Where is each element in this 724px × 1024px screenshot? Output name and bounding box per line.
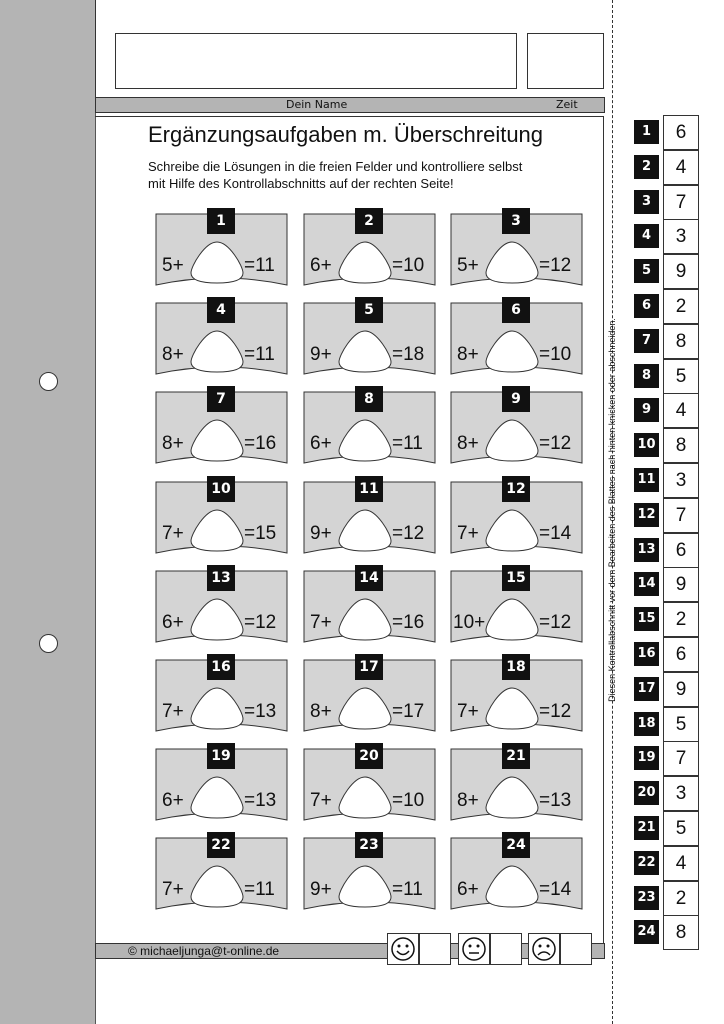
task-number: 9 [502, 386, 530, 412]
answer-value: 8 [663, 915, 699, 950]
answer-value: 5 [663, 707, 699, 742]
punch-hole [39, 372, 58, 391]
task-number: 23 [355, 832, 383, 858]
answer-blank[interactable] [484, 686, 540, 730]
answer-number: 21 [634, 816, 659, 840]
answer-blank[interactable] [337, 686, 393, 730]
answer-number: 5 [634, 259, 659, 283]
answer-number: 20 [634, 781, 659, 805]
task-result: =14 [539, 523, 572, 544]
task-result: =15 [244, 523, 277, 544]
task-card [450, 302, 583, 375]
task-number: 8 [355, 386, 383, 412]
task-addend: 8+ [457, 344, 479, 365]
task-addend: 7+ [310, 790, 332, 811]
instructions [148, 158, 598, 192]
task-card [303, 302, 436, 375]
task-result: =12 [392, 523, 425, 544]
task-result: =12 [539, 433, 572, 454]
answer-blank[interactable] [337, 329, 393, 373]
answer-value: 3 [663, 463, 699, 498]
page-title: Ergänzungsaufgaben m. Überschreitung [148, 122, 544, 147]
task-number: 14 [355, 565, 383, 591]
rating-box-happy[interactable] [419, 933, 451, 965]
answer-number: 22 [634, 851, 659, 875]
task-card [303, 213, 436, 286]
task-result: =11 [244, 344, 275, 365]
name-input[interactable] [115, 33, 517, 89]
answer-number: 14 [634, 572, 659, 596]
rating-box-neutral[interactable] [490, 933, 522, 965]
task-card [303, 748, 436, 821]
task-number: 1 [207, 208, 235, 234]
answer-number: 15 [634, 607, 659, 631]
answer-value: 5 [663, 359, 699, 394]
answer-number: 17 [634, 677, 659, 701]
binder-strip [0, 0, 96, 1024]
task-number: 24 [502, 832, 530, 858]
answer-number: 16 [634, 642, 659, 666]
task-number: 5 [355, 297, 383, 323]
task-card [155, 391, 288, 464]
task-addend: 8+ [162, 344, 184, 365]
task-addend: 6+ [457, 879, 479, 900]
answer-blank[interactable] [484, 864, 540, 908]
task-number: 3 [502, 208, 530, 234]
answer-value: 8 [663, 324, 699, 359]
task-card [155, 570, 288, 643]
answer-blank[interactable] [337, 240, 393, 284]
rating-box-sad[interactable] [560, 933, 592, 965]
answer-blank[interactable] [189, 508, 245, 552]
task-result: =13 [244, 790, 277, 811]
task-number: 17 [355, 654, 383, 680]
answer-blank[interactable] [337, 775, 393, 819]
task-addend: 7+ [457, 523, 479, 544]
answer-number: 4 [634, 224, 659, 248]
task-addend: 5+ [457, 255, 479, 276]
answer-value: 4 [663, 393, 699, 428]
task-result: =12 [244, 612, 277, 633]
answer-blank[interactable] [484, 329, 540, 373]
answer-value: 3 [663, 776, 699, 811]
answer-value: 4 [663, 846, 699, 881]
task-number: 4 [207, 297, 235, 323]
happy-face-icon [387, 933, 419, 965]
task-number: 11 [355, 476, 383, 502]
task-addend: 8+ [310, 701, 332, 722]
task-card [303, 659, 436, 732]
task-addend: 8+ [457, 790, 479, 811]
task-number: 13 [207, 565, 235, 591]
name-label: Dein Name [286, 98, 348, 111]
task-result: =11 [244, 255, 275, 276]
answer-blank[interactable] [484, 775, 540, 819]
task-addend: 6+ [310, 255, 332, 276]
answer-value: 2 [663, 289, 699, 324]
task-card [155, 302, 288, 375]
task-card [303, 391, 436, 464]
task-result: =12 [539, 612, 572, 633]
answer-number: 1 [634, 120, 659, 144]
answer-number: 10 [634, 433, 659, 457]
neutral-face-icon [458, 933, 490, 965]
answer-value: 9 [663, 567, 699, 602]
answer-value: 6 [663, 115, 699, 150]
answer-value: 2 [663, 881, 699, 916]
sad-face-icon [528, 933, 560, 965]
task-card [155, 748, 288, 821]
task-number: 12 [502, 476, 530, 502]
task-result: =10 [392, 255, 425, 276]
answer-number: 7 [634, 329, 659, 353]
task-number: 19 [207, 743, 235, 769]
time-input[interactable] [527, 33, 604, 89]
instruction-line: mit Hilfe des Kontrollabschnitts auf der rechten Seite! [148, 176, 454, 191]
task-number: 6 [502, 297, 530, 323]
task-card [450, 213, 583, 286]
task-number: 16 [207, 654, 235, 680]
answer-value: 8 [663, 428, 699, 463]
answer-number: 23 [634, 886, 659, 910]
task-result: =13 [539, 790, 572, 811]
answer-blank[interactable] [189, 864, 245, 908]
task-result: =12 [539, 701, 572, 722]
task-card [155, 213, 288, 286]
answer-number: 8 [634, 364, 659, 388]
answer-blank[interactable] [189, 240, 245, 284]
task-result: =13 [244, 701, 277, 722]
task-addend: 5+ [162, 255, 184, 276]
answer-blank[interactable] [189, 775, 245, 819]
answer-blank[interactable] [484, 597, 540, 641]
answer-value: 9 [663, 672, 699, 707]
answer-number: 3 [634, 190, 659, 214]
answer-number: 19 [634, 746, 659, 770]
answer-blank[interactable] [189, 329, 245, 373]
task-addend: 9+ [310, 344, 332, 365]
task-card [450, 570, 583, 643]
answer-value: 6 [663, 533, 699, 568]
answer-number: 6 [634, 294, 659, 318]
answer-value: 7 [663, 741, 699, 776]
answer-blank[interactable] [337, 508, 393, 552]
task-addend: 6+ [162, 612, 184, 633]
answer-blank[interactable] [189, 686, 245, 730]
answer-blank[interactable] [189, 418, 245, 462]
answer-number: 11 [634, 468, 659, 492]
task-card [155, 481, 288, 554]
task-result: =16 [244, 433, 277, 454]
answer-blank[interactable] [337, 864, 393, 908]
task-card [155, 659, 288, 732]
answer-value: 7 [663, 185, 699, 220]
task-addend: 10+ [453, 612, 486, 633]
task-number: 18 [502, 654, 530, 680]
task-result: =10 [392, 790, 425, 811]
answer-value: 5 [663, 811, 699, 846]
header-divider [95, 0, 96, 100]
task-number: 10 [207, 476, 235, 502]
task-result: =16 [392, 612, 425, 633]
task-card [303, 481, 436, 554]
task-card [303, 570, 436, 643]
task-card [450, 659, 583, 732]
task-addend: 9+ [310, 879, 332, 900]
task-addend: 7+ [162, 879, 184, 900]
task-card [450, 391, 583, 464]
answer-value: 7 [663, 498, 699, 533]
time-label: Zeit [556, 98, 578, 111]
answer-blank[interactable] [337, 418, 393, 462]
answer-value: 6 [663, 637, 699, 672]
task-addend: 8+ [457, 433, 479, 454]
task-addend: 7+ [310, 612, 332, 633]
task-result: =18 [392, 344, 425, 365]
task-addend: 7+ [457, 701, 479, 722]
task-number: 21 [502, 743, 530, 769]
task-addend: 6+ [162, 790, 184, 811]
task-number: 22 [207, 832, 235, 858]
answer-value: 2 [663, 602, 699, 637]
answer-blank[interactable] [484, 508, 540, 552]
answer-number: 9 [634, 398, 659, 422]
instruction-line: Schreibe die Lösungen in die freien Felder und kontrolliere selbst [148, 159, 523, 174]
task-card [155, 837, 288, 910]
task-card [303, 837, 436, 910]
answer-number: 13 [634, 538, 659, 562]
answer-blank[interactable] [484, 240, 540, 284]
task-addend: 6+ [310, 433, 332, 454]
answer-value: 3 [663, 219, 699, 254]
cut-instruction: Diesen Kontrollabschnitt vor dem Bearbeiten des Blattes nach hinten knicken oder abschneiden. [607, 318, 617, 702]
copyright-email: © michaeljunga@t-online.de [128, 944, 280, 958]
task-number: 15 [502, 565, 530, 591]
task-number: 7 [207, 386, 235, 412]
task-number: 20 [355, 743, 383, 769]
task-card [450, 748, 583, 821]
task-addend: 9+ [310, 523, 332, 544]
header-label-bar [95, 97, 605, 113]
task-addend: 7+ [162, 701, 184, 722]
task-number: 2 [355, 208, 383, 234]
task-result: =11 [392, 433, 423, 454]
task-result: =12 [539, 255, 572, 276]
answer-number: 18 [634, 712, 659, 736]
answer-blank[interactable] [189, 597, 245, 641]
answer-value: 4 [663, 150, 699, 185]
answer-number: 24 [634, 920, 659, 944]
task-result: =11 [244, 879, 275, 900]
task-addend: 8+ [162, 433, 184, 454]
task-result: =14 [539, 879, 572, 900]
task-card [450, 837, 583, 910]
answer-value: 9 [663, 254, 699, 289]
answer-number: 2 [634, 155, 659, 179]
task-card [450, 481, 583, 554]
answer-blank[interactable] [484, 418, 540, 462]
task-result: =10 [539, 344, 572, 365]
answer-blank[interactable] [337, 597, 393, 641]
answer-number: 12 [634, 503, 659, 527]
task-result: =17 [392, 701, 425, 722]
punch-hole [39, 634, 58, 653]
task-addend: 7+ [162, 523, 184, 544]
task-result: =11 [392, 879, 423, 900]
